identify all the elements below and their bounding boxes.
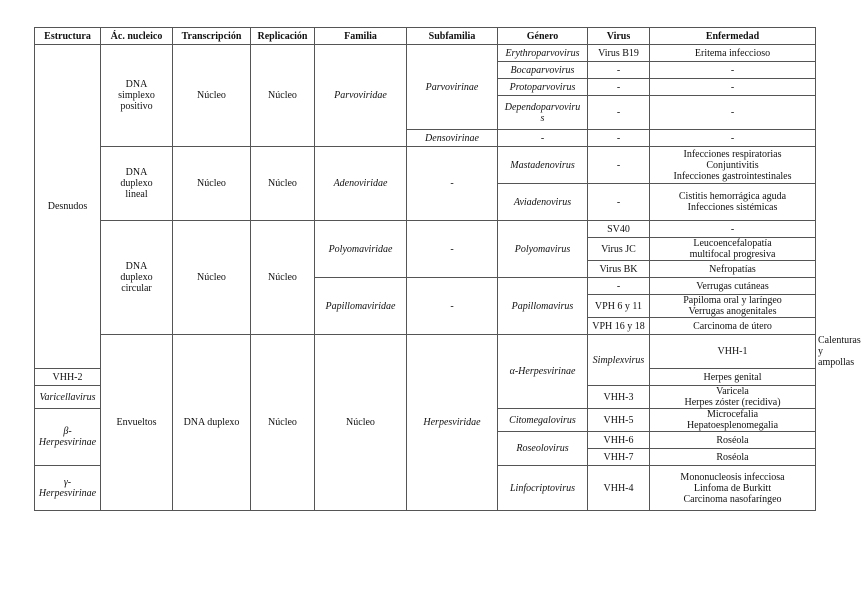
enfermedad-line: Leucoencefalopatía [693, 238, 772, 249]
enfermedad-cell: Eritema infeccioso [650, 45, 816, 62]
virus-cell: - [588, 96, 650, 130]
enfermedad-cell [650, 466, 816, 511]
acido-cell [101, 221, 173, 335]
estructura-cell: Desnudos [35, 45, 101, 369]
enfermedad-cell: Verrugas cutáneas [650, 278, 816, 295]
transcripcion-cell: Núcleo [173, 221, 251, 335]
subfamilia-cell: - [407, 278, 498, 335]
genero-cell [498, 96, 588, 130]
virus-cell: - [588, 62, 650, 79]
familia-cell: Papillomaviridae [315, 278, 407, 335]
virus-cell: VPH 6 y 11 [588, 295, 650, 318]
virus-cell: Virus BK [588, 261, 650, 278]
enfermedad-cell: Carcinoma de útero [650, 318, 816, 335]
enfermedad-line: Conjuntivitis [706, 159, 759, 171]
enfermedad-cell [650, 295, 816, 318]
acido-text: DNA duplexo lineal [120, 167, 153, 200]
enfermedad-line: Mononucleosis infecciosa [680, 471, 785, 483]
genero-text: Dependoparvoviru s [504, 101, 581, 124]
enfermedad-line: Cistitis hemorrágica aguda [678, 191, 787, 202]
enfermedad-line: multifocal progresiva [689, 249, 776, 260]
virus-cell: - [588, 278, 650, 295]
header-row [35, 28, 816, 45]
enfermedad-line: Linfoma de Burkitt [693, 482, 772, 494]
subfamilia-cell: Parvovirinae [407, 45, 498, 130]
virus-cell: VHH-7 [588, 449, 650, 466]
enfermedad-line: Varicela [716, 386, 749, 397]
acido-text: DNA duplexo circular [120, 261, 153, 294]
subfamilia-cell: - [407, 221, 498, 278]
genero-cell: Varicellavirus [35, 386, 101, 409]
estructura-cell: Envueltos [101, 335, 173, 511]
familia-cell: Herpesviridae [407, 335, 498, 511]
acido-text: DNA simplexo positivo [118, 79, 155, 112]
virus-cell: VHH-5 [588, 409, 650, 432]
header-cell: Subfamilia [407, 28, 498, 45]
header-cell: Ác. nucleico [101, 28, 173, 45]
virus-cell: VHH-2 [35, 369, 101, 386]
genero-cell: Mastadenovirus [498, 147, 588, 184]
genero-cell: Polyomavirus [498, 221, 588, 278]
genero-cell: Erythroparvovirus [498, 45, 588, 62]
enfermedad-line: Infecciones sistémicas [687, 202, 778, 213]
transcripcion-cell: Núcleo [173, 147, 251, 221]
table-row [35, 221, 816, 238]
virus-cell: VHH-4 [588, 466, 650, 511]
virus-cell: Virus B19 [588, 45, 650, 62]
header-cell: Virus [588, 28, 650, 45]
genero-cell: Simplexvirus [588, 335, 650, 386]
enfermedad-line: Verrugas anogenitales [688, 306, 777, 317]
enfermedad-cell: - [650, 62, 816, 79]
genero-cell: Roseolovirus [498, 432, 588, 466]
replicacion-cell: Núcleo [251, 45, 315, 147]
virus-cell: SV40 [588, 221, 650, 238]
enfermedad-cell: Nefropatías [650, 261, 816, 278]
acido-cell [101, 45, 173, 147]
subfamilia-cell: β-Herpesvirinae [35, 409, 101, 466]
transcripcion-cell: Núcleo [173, 45, 251, 147]
virus-cell: - [588, 130, 650, 147]
transcripcion-cell: Núcleo [251, 335, 315, 511]
enfermedad-cell: Herpes genital [650, 369, 816, 386]
genero-cell: Linfocriptovirus [498, 466, 588, 511]
enfermedad-cell [650, 386, 816, 409]
table-row: Envueltos DNA duplexo Núcleo Núcleo Herpesviridae α-Herpesvirinae Simplexvirus VHH-1 Calenturas y ampollas [35, 335, 816, 369]
enfermedad-line: Microcefalia [706, 409, 759, 420]
subfamilia-cell: Densovirinae [407, 130, 498, 147]
subfamilia-cell: α-Herpesvirinae [498, 335, 588, 409]
genero-cell: Protoparvovirus [498, 79, 588, 96]
enfermedad-line: Carcinoma nasofaríngeo [683, 493, 782, 505]
table-row [35, 147, 816, 184]
familia-cell: Parvoviridae [315, 45, 407, 147]
enfermedad-line: Papiloma oral y laríngeo [683, 295, 782, 306]
header-cell: Familia [315, 28, 407, 45]
enfermedad-cell [650, 147, 816, 184]
enfermedad-cell: - [650, 221, 816, 238]
familia-cell: Polyomaviridae [315, 221, 407, 278]
table-row [35, 45, 816, 62]
genero-cell: Papillomavirus [498, 278, 588, 335]
enfermedad-cell [650, 238, 816, 261]
enfermedad-line: Infecciones gastrointestinales [673, 170, 792, 182]
header-cell: Enfermedad [650, 28, 816, 45]
subfamilia-cell: γ-Herpesvirinae [35, 466, 101, 511]
enfermedad-line: Hepatoesplenomegalia [686, 420, 779, 431]
enfermedad-cell [650, 184, 816, 221]
genero-cell: Aviadenovirus [498, 184, 588, 221]
virus-cell: VHH-6 [588, 432, 650, 449]
enfermedad-cell: Roséola [650, 449, 816, 466]
header-cell: Transcripción [173, 28, 251, 45]
enfermedad-cell: Roséola [650, 432, 816, 449]
acido-cell: DNA duplexo [173, 335, 251, 511]
enfermedad-cell: - [650, 130, 816, 147]
genero-cell: Bocaparvovirus [498, 62, 588, 79]
replicacion-cell: Núcleo [251, 221, 315, 335]
header-cell: Estructura [35, 28, 101, 45]
enfermedad-cell [650, 409, 816, 432]
enfermedad-line: Infecciones respiratorias [683, 148, 782, 160]
enfermedad-cell: - [650, 96, 816, 130]
virus-classification-table [34, 27, 861, 511]
replicacion-cell: Núcleo [251, 147, 315, 221]
virus-cell: VHH-3 [588, 386, 650, 409]
header-cell: Replicación [251, 28, 315, 45]
virus-cell: VHH-1 [650, 335, 816, 369]
header-cell: Género [498, 28, 588, 45]
virus-cell: Virus JC [588, 238, 650, 261]
familia-cell: Adenoviridae [315, 147, 407, 221]
virus-table-container [34, 27, 861, 511]
genero-cell: Citomegalovirus [498, 409, 588, 432]
replicacion-cell: Núcleo [315, 335, 407, 511]
virus-cell: VPH 16 y 18 [588, 318, 650, 335]
virus-cell: - [588, 184, 650, 221]
acido-cell [101, 147, 173, 221]
enfermedad-line: Herpes zóster (recidiva) [684, 397, 781, 408]
genero-cell: - [498, 130, 588, 147]
subfamilia-cell: - [407, 147, 498, 221]
virus-cell: - [588, 147, 650, 184]
virus-cell: - [588, 79, 650, 96]
enfermedad-cell: - [650, 79, 816, 96]
